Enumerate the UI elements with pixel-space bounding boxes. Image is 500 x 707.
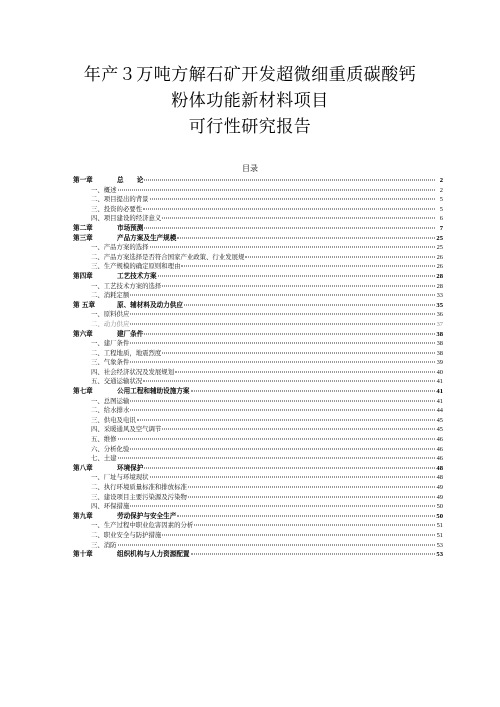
toc-entry-text: 四、环保措施 — [91, 502, 130, 511]
toc-chapter-entry[interactable] — [73, 234, 443, 244]
toc-entry-label — [73, 224, 143, 234]
toc-entry-label — [73, 176, 143, 186]
toc-entry-label — [91, 397, 129, 407]
toc-chapter-number: 第二章 — [73, 223, 93, 232]
toc-chapter-number: 第七章 — [73, 387, 93, 396]
toc-section-entry[interactable] — [73, 291, 443, 301]
toc-page-number: 49 — [436, 493, 443, 501]
toc-entry-text: 二、动力供应 — [91, 319, 130, 328]
toc-page-number: 45 — [436, 426, 443, 434]
toc-entry-label — [73, 387, 190, 397]
toc-dot-leader — [191, 391, 435, 392]
toc-page-number: 37 — [436, 320, 443, 328]
toc-page-number: 51 — [436, 531, 443, 539]
toc-dot-leader — [137, 419, 435, 420]
toc-page-number: 2 — [439, 186, 443, 194]
toc-page-number: 35 — [436, 301, 443, 309]
toc-entry-label — [91, 320, 129, 330]
toc-entry-text: 一、厂址与环境现状 — [91, 473, 149, 482]
toc-entry-label — [91, 310, 129, 320]
toc-chapter-number: 第十章 — [73, 550, 93, 559]
toc-entry-label — [91, 349, 161, 359]
toc-entry-text: 三、投资的必要性 — [91, 204, 143, 213]
toc-entry-label — [91, 435, 117, 445]
toc-dot-leader — [162, 218, 435, 219]
toc-chapter-entry[interactable] — [73, 387, 443, 397]
toc-dot-leader — [245, 256, 435, 257]
toc-entry-text: 公用工程和辅助设施方案 — [117, 387, 190, 396]
toc-dot-leader — [158, 275, 435, 276]
toc-entry-label — [91, 358, 129, 368]
toc-entry-label — [91, 339, 129, 349]
toc-dot-leader — [162, 285, 435, 286]
toc-entry-label — [91, 483, 187, 493]
toc-entry-label — [91, 186, 117, 196]
toc-page-number: 44 — [436, 407, 443, 415]
toc-entry-text: 二、职业安全与防护措施 — [91, 530, 162, 539]
toc-dot-leader — [130, 410, 435, 411]
toc-dot-leader — [130, 295, 435, 296]
toc-entry-text: 一、生产过程中职业危害因素的分析 — [91, 521, 194, 530]
toc-entry-text: 四、社会经济状况及发展规划 — [91, 367, 175, 376]
toc-entry-label — [73, 512, 176, 522]
toc-entry-text: 五、交通运输状况 — [91, 377, 143, 386]
toc-entry-label — [91, 454, 117, 464]
toc-entry-text: 建厂条件 — [117, 329, 144, 338]
toc-entry-text: 产品方案及生产规模 — [117, 233, 177, 242]
toc-page-number: 28 — [436, 272, 443, 280]
toc-section-entry[interactable] — [73, 502, 443, 512]
toc-chapter-entry[interactable] — [73, 272, 443, 282]
toc-page-number: 48 — [436, 464, 443, 472]
toc-section-entry[interactable] — [73, 435, 443, 445]
toc-entry-text: 工艺技术方案 — [117, 271, 157, 280]
toc-page-number: 25 — [436, 244, 443, 252]
toc-page-number: 28 — [436, 282, 443, 290]
toc-chapter-entry[interactable] — [73, 176, 443, 186]
toc-page-number: 26 — [436, 253, 443, 261]
toc-page-number: 25 — [436, 234, 443, 242]
toc-page-number: 49 — [436, 484, 443, 491]
toc-page-number: 36 — [436, 311, 443, 319]
toc-entry-label — [91, 195, 149, 205]
toc-entry-label — [91, 531, 161, 541]
toc-entry-text: 一、建厂条件 — [91, 339, 130, 348]
toc-section-entry[interactable] — [73, 195, 443, 205]
toc-dot-leader — [130, 362, 435, 363]
toc-entry-text: 劳动保护与安全生产 — [117, 511, 177, 520]
toc-dot-leader — [194, 525, 435, 526]
toc-entry-text: 组织机构与人力资源配置 — [117, 550, 190, 559]
toc-dot-leader — [162, 352, 435, 353]
toc-chapter-entry[interactable] — [73, 512, 443, 522]
toc-page-number: 40 — [436, 368, 443, 376]
table-of-contents — [73, 176, 443, 560]
toc-entry-label — [91, 425, 161, 435]
toc-dot-leader — [143, 381, 435, 382]
toc-section-entry[interactable] — [73, 282, 443, 292]
toc-page-number: 38 — [436, 330, 443, 338]
toc-section-entry[interactable] — [73, 521, 443, 531]
toc-section-entry[interactable] — [73, 377, 443, 387]
toc-entry-text: 七、土建 — [91, 454, 117, 463]
toc-chapter-entry[interactable] — [73, 224, 443, 234]
toc-chapter-number: 第 五章 — [73, 300, 96, 309]
toc-dot-leader — [177, 237, 435, 238]
toc-entry-text: 原、辅材料及动力供应 — [117, 300, 183, 309]
toc-entry-label — [91, 473, 149, 483]
toc-entry-label — [91, 445, 129, 455]
toc-entry-text: 市场预测 — [117, 223, 144, 232]
toc-entry-label — [73, 550, 190, 560]
toc-page-number: 5 — [439, 205, 443, 213]
toc-page-number: 39 — [436, 359, 443, 367]
toc-entry-text: 三、生产规模的确定原则和理由 — [91, 262, 181, 271]
toc-entry-text: 一、产品方案的选择 — [91, 243, 149, 252]
toc-dot-leader — [150, 247, 435, 248]
title-line-3: 可行性研究报告 — [188, 117, 312, 137]
toc-entry-text: 四、项目建设的经济意义 — [91, 214, 162, 223]
toc-section-entry[interactable] — [73, 541, 443, 551]
toc-entry-label — [73, 272, 157, 282]
toc-page-number: 38 — [436, 349, 443, 357]
toc-dot-leader — [118, 458, 435, 459]
toc-dot-leader — [188, 496, 435, 497]
toc-page-number: 6 — [439, 215, 443, 223]
toc-entry-text: 三、消防 — [91, 540, 117, 549]
toc-dot-leader — [130, 400, 435, 401]
toc-entry-text: 二、工程地质，地震烈度 — [91, 348, 162, 357]
toc-page-number: 41 — [436, 378, 443, 386]
toc-page-number: 33 — [436, 292, 443, 300]
toc-entry-text: 总 论 — [117, 176, 144, 184]
toc-entry-text: 五、维修 — [91, 435, 117, 444]
toc-entry-label — [91, 416, 136, 426]
toc-entry-text: 一、工艺技术方案的选择 — [91, 281, 162, 290]
toc-dot-leader — [175, 371, 435, 372]
toc-chapter-entry[interactable] — [73, 301, 443, 311]
toc-entry-label — [91, 377, 142, 387]
toc-page-number: 5 — [439, 196, 443, 204]
toc-dot-leader — [118, 544, 435, 545]
toc-page-number: 26 — [436, 263, 443, 271]
toc-chapter-number: 第一章 — [73, 176, 93, 184]
toc-dot-leader — [181, 266, 435, 267]
toc-section-entry[interactable] — [73, 473, 443, 483]
toc-entry-text: 二、执行环境质量标准和排放标准 — [91, 483, 187, 491]
toc-page-number: 53 — [436, 551, 443, 559]
toc-entry-text: 六、分析化验 — [91, 444, 130, 453]
toc-entry-label — [91, 521, 193, 531]
toc-section-entry[interactable] — [73, 310, 443, 320]
toc-entry-text: 四、采暖通风及空气调节 — [91, 425, 162, 434]
toc-section-entry[interactable] — [73, 349, 443, 359]
toc-page-number: 46 — [436, 436, 443, 444]
toc-dot-leader — [162, 534, 435, 535]
toc-dot-leader — [144, 333, 435, 334]
toc-dot-leader — [177, 515, 435, 516]
toc-page-number: 38 — [436, 340, 443, 348]
toc-entry-text: 二、项目提出的背景 — [91, 195, 149, 204]
toc-entry-label — [91, 291, 129, 301]
toc-dot-leader — [130, 506, 435, 507]
toc-entry-text: 二、产品方案选择是否符合国家产业政策、行业发展规 — [91, 252, 245, 261]
toc-chapter-number: 第六章 — [73, 329, 93, 338]
toc-page-number: 41 — [436, 388, 443, 396]
toc-chapter-number: 第三章 — [73, 233, 93, 242]
toc-chapter-entry[interactable] — [73, 464, 443, 474]
toc-section-entry[interactable] — [73, 186, 443, 196]
toc-section-entry[interactable] — [73, 445, 443, 455]
toc-dot-leader — [144, 467, 435, 468]
toc-section-entry[interactable] — [73, 262, 443, 272]
toc-dot-leader — [188, 487, 435, 488]
toc-entry-label — [91, 493, 187, 503]
toc-entry-label — [73, 464, 143, 474]
toc-entry-text: 一、原料供应 — [91, 310, 130, 319]
toc-chapter-number: 第八章 — [73, 463, 93, 472]
toc-entry-text: 二、给水排水 — [91, 406, 130, 415]
toc-page-number: 45 — [436, 416, 443, 424]
toc-dot-leader — [130, 343, 435, 344]
toc-entry-label — [73, 234, 176, 244]
toc-entry-text: 环境保护 — [117, 463, 144, 472]
toc-entry-label — [73, 330, 143, 340]
toc-section-entry[interactable] — [73, 320, 443, 330]
toc-entry-label — [91, 282, 161, 292]
toc-entry-text: 三、建设项目主要污染源及污染物 — [91, 492, 187, 501]
toc-dot-leader — [184, 304, 435, 305]
toc-page-number: 51 — [436, 522, 443, 530]
toc-section-entry[interactable] — [73, 483, 443, 493]
toc-section-entry[interactable] — [73, 493, 443, 503]
toc-section-entry[interactable] — [73, 425, 443, 435]
toc-dot-leader — [191, 554, 435, 555]
toc-dot-leader — [162, 429, 435, 430]
toc-page-number: 2 — [439, 177, 443, 184]
toc-page-number: 7 — [439, 224, 443, 232]
toc-dot-leader — [144, 180, 435, 181]
toc-dot-leader — [150, 199, 435, 200]
toc-page-number: 50 — [436, 512, 443, 520]
toc-entry-text: 一、总图运输 — [91, 396, 130, 405]
toc-section-entry[interactable] — [73, 243, 443, 253]
toc-entry-text: 三、供电及电讯 — [91, 415, 136, 424]
toc-section-entry[interactable] — [73, 406, 443, 416]
toc-section-entry[interactable] — [73, 397, 443, 407]
toc-entry-label — [91, 243, 149, 253]
toc-entry-label — [91, 262, 180, 272]
toc-section-entry[interactable] — [73, 454, 443, 464]
toc-section-entry[interactable] — [73, 531, 443, 541]
toc-dot-leader — [130, 448, 435, 449]
toc-entry-label — [91, 502, 129, 512]
toc-entry-label — [91, 253, 244, 263]
toc-dot-leader — [143, 208, 435, 209]
toc-dot-leader — [144, 227, 435, 228]
toc-dot-leader — [130, 314, 435, 315]
title-line-1: 年产３万吨方解石矿开发超微细重质碳酸钙 — [83, 65, 417, 85]
toc-section-entry[interactable] — [73, 416, 443, 426]
title-line-2: 粉体功能新材料项目 — [171, 91, 329, 111]
toc-section-entry[interactable] — [73, 339, 443, 349]
toc-entry-text: 三、气象条件 — [91, 358, 130, 367]
toc-entry-label — [91, 214, 161, 224]
toc-heading: 目录 — [242, 164, 258, 173]
toc-dot-leader — [118, 189, 435, 190]
toc-entry-label — [91, 541, 117, 551]
toc-dot-leader — [150, 477, 435, 478]
toc-page-number: 41 — [436, 397, 443, 405]
toc-page-number: 48 — [436, 474, 443, 482]
toc-entry-text: 一、概述 — [91, 185, 117, 194]
toc-page-number: 46 — [436, 445, 443, 453]
toc-entry-label — [91, 205, 142, 215]
toc-page-number: 50 — [436, 503, 443, 511]
toc-section-entry[interactable] — [73, 358, 443, 368]
toc-entry-label — [91, 406, 129, 416]
toc-section-entry[interactable] — [73, 214, 443, 224]
toc-dot-leader — [118, 439, 435, 440]
toc-entry-text: 二、消耗定额 — [91, 291, 130, 300]
toc-dot-leader — [130, 323, 435, 324]
toc-entry-label — [73, 301, 183, 311]
toc-section-entry[interactable] — [73, 205, 443, 215]
toc-chapter-number: 第四章 — [73, 271, 93, 280]
document-title — [0, 62, 500, 140]
toc-chapter-entry[interactable] — [73, 330, 443, 340]
toc-page-number: 46 — [436, 455, 443, 463]
toc-section-entry[interactable] — [73, 253, 443, 263]
toc-chapter-entry[interactable] — [73, 550, 443, 560]
toc-chapter-number: 第九章 — [73, 511, 93, 520]
toc-page-number: 53 — [436, 541, 443, 549]
